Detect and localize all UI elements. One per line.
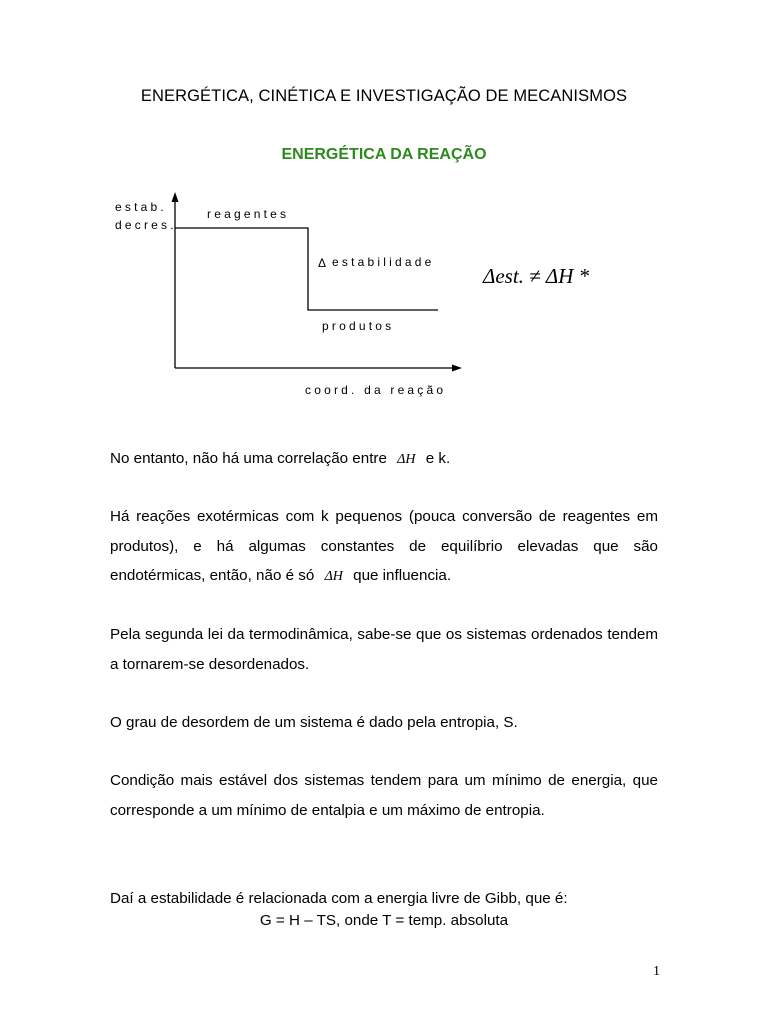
y-axis-arrowhead <box>172 192 179 202</box>
document-title: ENERGÉTICA, CINÉTICA E INVESTIGAÇÃO DE MECANISMOS <box>140 87 628 105</box>
section-heading: ENERGÉTICA DA REAÇÃO <box>281 146 487 163</box>
stability-diagram-svg <box>100 185 620 410</box>
products-label: produtos <box>322 319 395 333</box>
paragraph-correlation <box>110 444 658 475</box>
paragraph-entropy: O grau de desordem de um sistema é dado pela entropia, S. <box>110 714 518 731</box>
delta-stability-label: estabilidade <box>332 255 435 269</box>
y-axis-label-line1: estab. <box>115 200 167 214</box>
delta-h-symbol: ΔH <box>324 569 343 584</box>
paragraph-exothermic-text-end: que influencia. <box>353 567 452 584</box>
gibbs-equation: G = H – TS, onde T = temp. absoluta <box>259 912 509 929</box>
page-number: 1 <box>653 964 660 979</box>
x-axis-label: coord. da reação <box>305 383 447 397</box>
y-axis-label-line2: decres. <box>115 218 177 232</box>
stability-step-line <box>175 228 438 310</box>
paragraph-gibbs: Daí a estabilidade é relacionada com a energia livre de Gibb, que é: <box>110 890 568 907</box>
reactants-label: reagentes <box>207 207 290 221</box>
paragraph-exothermic <box>110 502 658 592</box>
paragraph-second-law: Pela segunda lei da termodinâmica, sabe-se que os sistemas ordenados tendem a tornarem-se desordenados. <box>110 626 658 673</box>
delta-h-symbol: ΔH <box>397 452 416 467</box>
delta-symbol: Δ <box>318 256 327 270</box>
paragraph-correlation-text-end: e k. <box>425 450 451 467</box>
x-axis-arrowhead <box>452 365 462 372</box>
stability-diagram <box>100 185 620 410</box>
delta-stability-formula: Δest. ≠ ΔH * <box>483 264 590 288</box>
paragraph-stable-condition: Condição mais estável dos sistemas tendem para um mínimo de energia, que corresponde a um mínimo de entalpia e um máximo de entropia. <box>110 772 658 819</box>
paragraph-exothermic-text-start: Há reações exotérmicas com k pequenos (pouca conversão de reagentes em produtos), e há algumas constantes de equilíbrio elevadas que são endotérmicas, então, não é só <box>110 508 658 584</box>
paragraph-correlation-text-start: No entanto, não há uma correlação entre <box>110 450 387 467</box>
